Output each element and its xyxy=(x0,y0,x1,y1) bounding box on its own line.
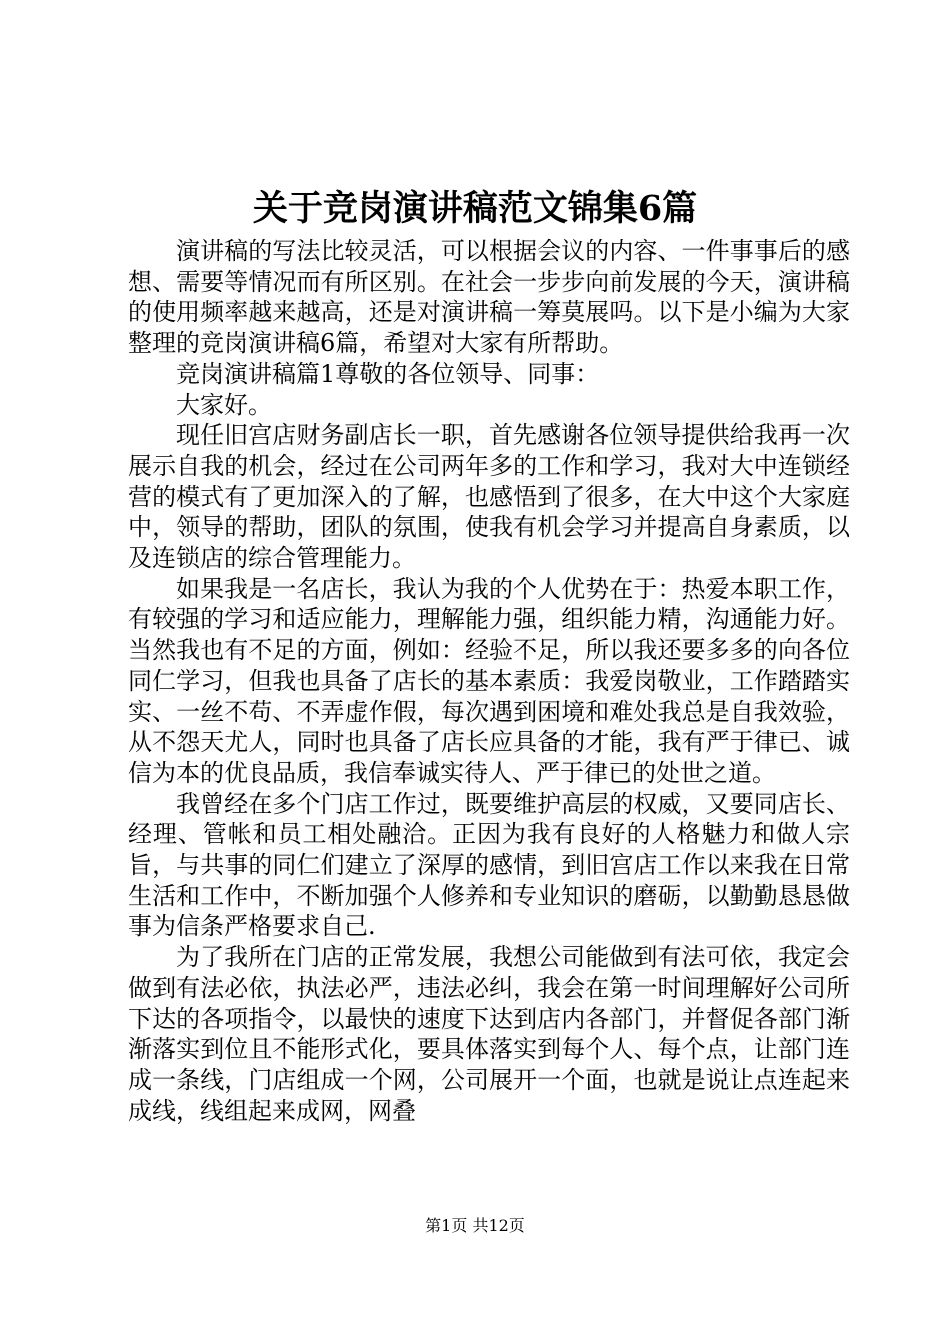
paragraph-greeting: 大家好。 xyxy=(176,390,272,419)
paragraph-salutation: 竞岗演讲稿篇1尊敬的各位领导、同事： xyxy=(176,359,600,388)
paragraph-intro: 演讲稿的写法比较灵活，可以根据会议的内容、一件事事后的感想、需要等情况而有所区别。在社会一步步向前发展的今天，演讲稿的使用频率越来越高，还是对演讲稿一筹莫展吗。以下是小编为大家整理的竞岗演讲稿6篇，希望对大家有所帮助。 xyxy=(128,237,850,358)
page-number: 第1页 共12页 xyxy=(425,1216,525,1235)
paragraph-plan: 为了我所在门店的正常发展，我想公司能做到有法可依，我定会做到有法必依，执法必严，违法必纠，我会在第一时间理解好公司所下达的各项指令，以最快的速度下达到店内各部门，并督促各部门渐渐落实到位且不能形式化，要具体落实到每个人、每个点，让部门连成一条线，门店组成一个网，公司展开一个面，也就是说让点连起来成线，线组起来成网，网叠 xyxy=(128,943,850,1125)
paragraph-experience: 我曾经在多个门店工作过，既要维护高层的权威，又要同店长、经理、管帐和员工相处融洽。正因为我有良好的人格魅力和做人宗旨，与共事的同仁们建立了深厚的感情，到旧宫店工作以来我在日常生活和工作中，不断加强个人修养和专业知识的磨砺，以勤勤恳恳做事为信条严格要求自己. xyxy=(128,789,850,941)
paragraph-strengths: 如果我是一名店长，我认为我的个人优势在于：热爱本职工作，有较强的学习和适应能力，理解能力强，组织能力精，沟通能力好。当然我也有不足的方面，例如：经验不足，所以我还要多多的向各位同仁学习，但我也具备了店长的基本素质：我爱岗敬业，工作踏踏实实、一丝不苟、不弄虚作假，每次遇到困境和难处我总是自我效验，从不怨天尤人，同时也具备了店长应具备的才能，我有严于律已、诚信为本的优良品质，我信奉诚实待人、严于律已的处世之道。 xyxy=(128,574,850,787)
document-title: 关于竞岗演讲稿范文锦集6篇 xyxy=(252,188,698,229)
paragraph-position: 现任旧宫店财务副店长一职，首先感谢各位领导提供给我再一次展示自我的机会，经过在公司两年多的工作和学习，我对大中连锁经营的模式有了更加深入的了解，也感悟到了很多，在大中这个大家庭中，领导的帮助，团队的氛围，使我有机会学习并提高自身素质，以及连锁店的综合管理能力。 xyxy=(128,421,850,573)
document-body xyxy=(128,236,850,1126)
